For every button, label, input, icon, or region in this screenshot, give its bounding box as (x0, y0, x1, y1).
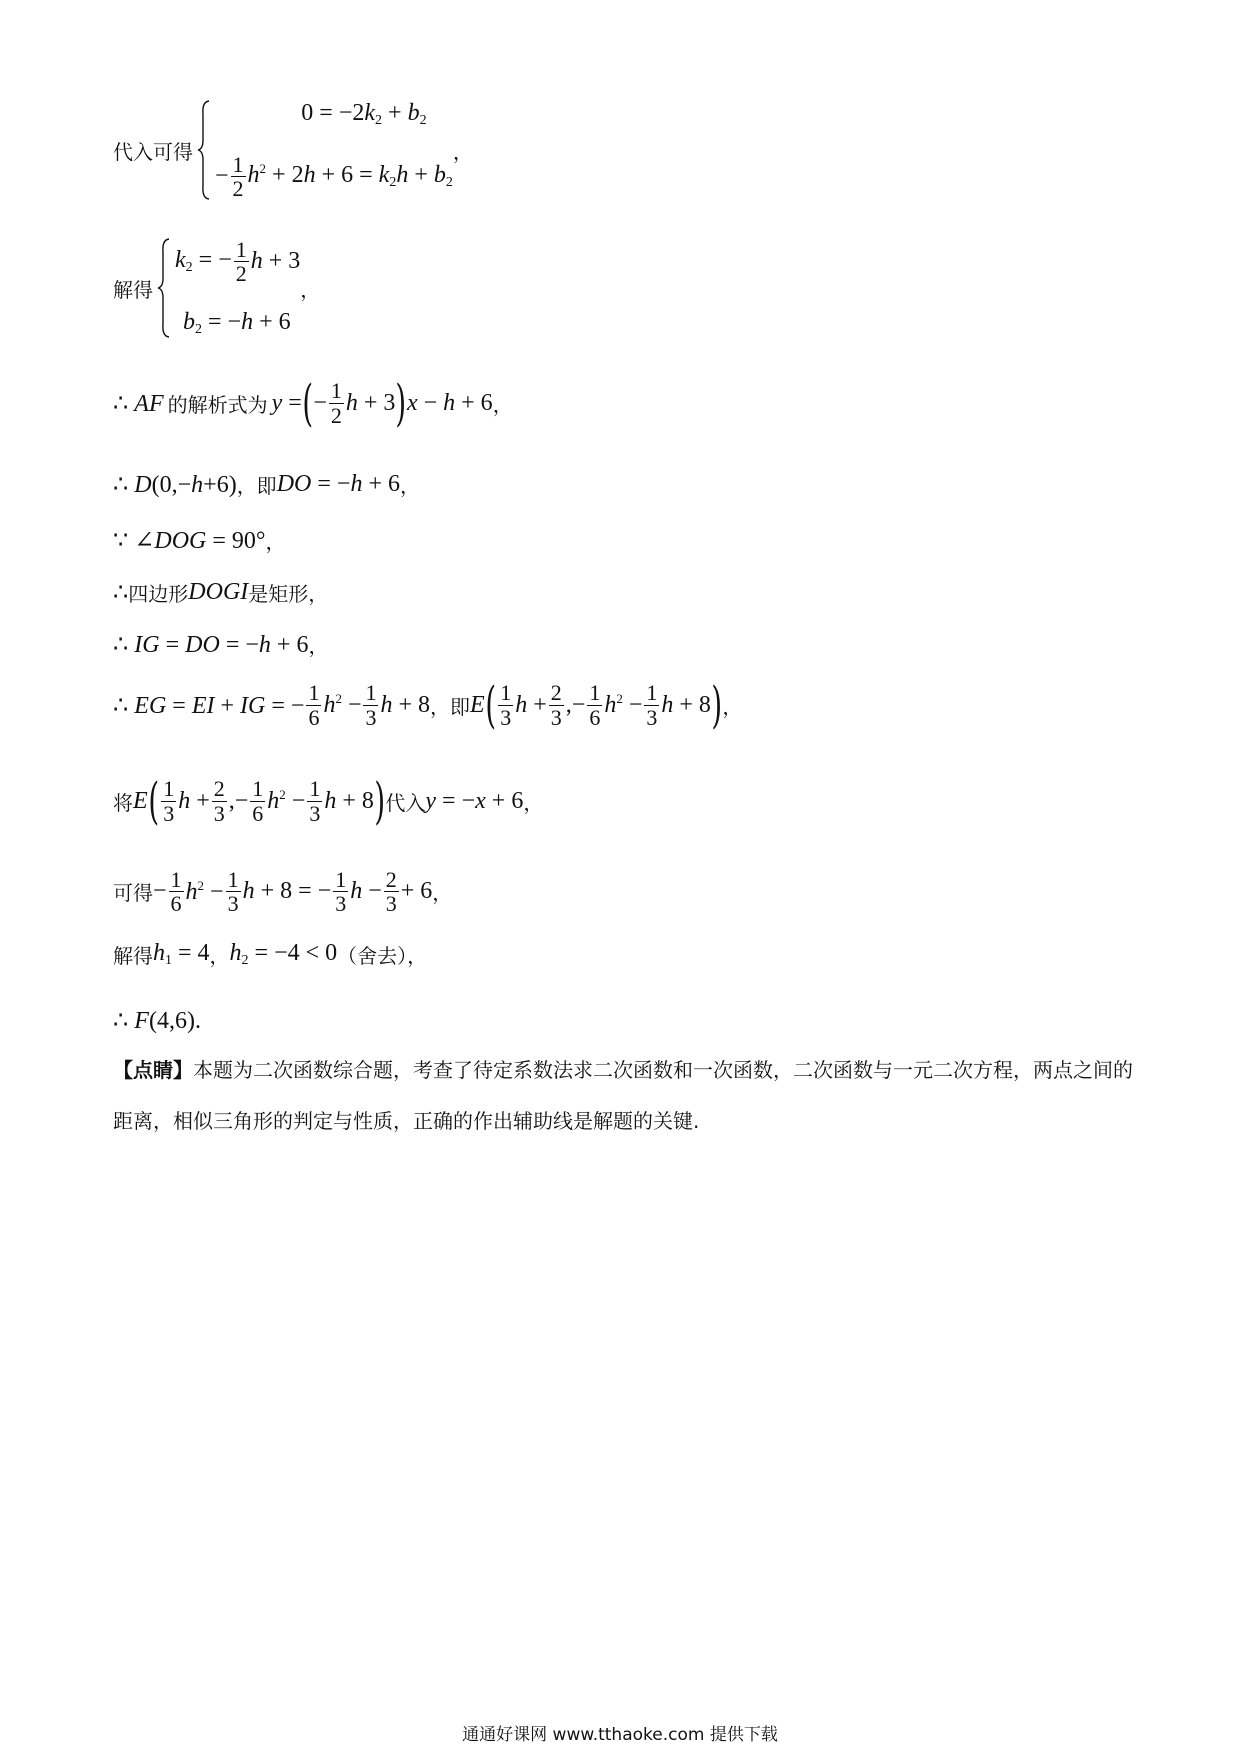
left-brace-icon (157, 238, 171, 338)
equation-system-1 (197, 100, 453, 200)
step-substitute-label: 代入可得 (113, 139, 193, 164)
step-equation-h: 可得 − $\frac{1}{6}$ $h^2$ − $\frac{1}{3}$ h + 8 = − $\frac{1}{3}$ h − $\frac{2}{3}$ + 6 ， (113, 867, 453, 917)
step-rectangle: ∴ 四边形 DOGI 是矩形， (113, 579, 329, 606)
step-substitute-system: 代入可得 $0 = -2k_2 + b_2$ − $\frac{1}{2}$ $h^2 + 2h + 6 = k_2h + b_2$ ， (113, 100, 473, 201)
step-ig-equals-do: ∴ IG = DO = −h + 6 ， (113, 632, 329, 658)
system-2-equation-2: $b_2 = -h + 6$ (183, 309, 291, 337)
step-solve-system: 解得 $k_2$ = − $\frac{1}{2}$ h + 3 $b_2 = -h + 6$ ， (113, 237, 321, 337)
footer-watermark: 通通好课网 www.tthaoke.com 提供下载 (462, 1725, 778, 1745)
step-eg-expression: ∴ EG = EI + IG = − $\frac{1}{6}$ $h^2$ − $\frac{1}{3}$ h + 8 ，即 E ( $\frac{1}{3}$ h + $\frac{2}{3}$ ,− $\frac{1}{6}$ $h^2$ − $\frac{1}{3}$ h + 8 ) ， (113, 676, 743, 734)
summary-note (113, 1045, 1143, 1147)
system-2-equation-1: $k_2$ = − $\frac{1}{2}$ h + 3 (175, 237, 301, 287)
left-brace-icon (197, 100, 211, 200)
equation-system-2 (157, 238, 300, 338)
note-body: 本题为二次函数综合题，考查了待定系数法求二次函数和一次函数，二次函数与一元二次方程，两点之间的距离，相似三角形的判定与性质，正确的作出辅助线是解题的关键. (113, 1058, 1133, 1133)
note-label: 【点睛】 (113, 1058, 193, 1082)
system-1-equation-2: − $\frac{1}{2}$ $h^2 + 2h + 6 = k_2h + b_2$ (215, 151, 453, 201)
step-solve-h: 解得 $h_1 = 4$ ， $h_2 = -4 < 0$ （舍去）， (113, 940, 428, 968)
step-point-d: ∴ D(0,−h+6) ，即 DO = −h + 6 ， (113, 471, 420, 498)
step-substitute-e: 将 E ( $\frac{1}{3}$ h + $\frac{2}{3}$ ,− $\frac{1}{6}$ $h^2$ − $\frac{1}{3}$ h + 8 ) 代入 y = −x + 6 ， (113, 772, 544, 830)
step-point-f: ∴ F(4,6). (113, 1008, 201, 1034)
system-1-equation-1: $0 = -2k_2 + b_2$ (301, 100, 427, 128)
step-angle-dog: ∵ ∠DOG = 90° ， (113, 528, 286, 554)
step-solve-label: 解得 (113, 277, 153, 302)
step-af-expression: ∴ AF 的解析式为 y = ( − $\frac{1}{2}$ h + 3 ) x − h + 6 ， (113, 374, 513, 432)
